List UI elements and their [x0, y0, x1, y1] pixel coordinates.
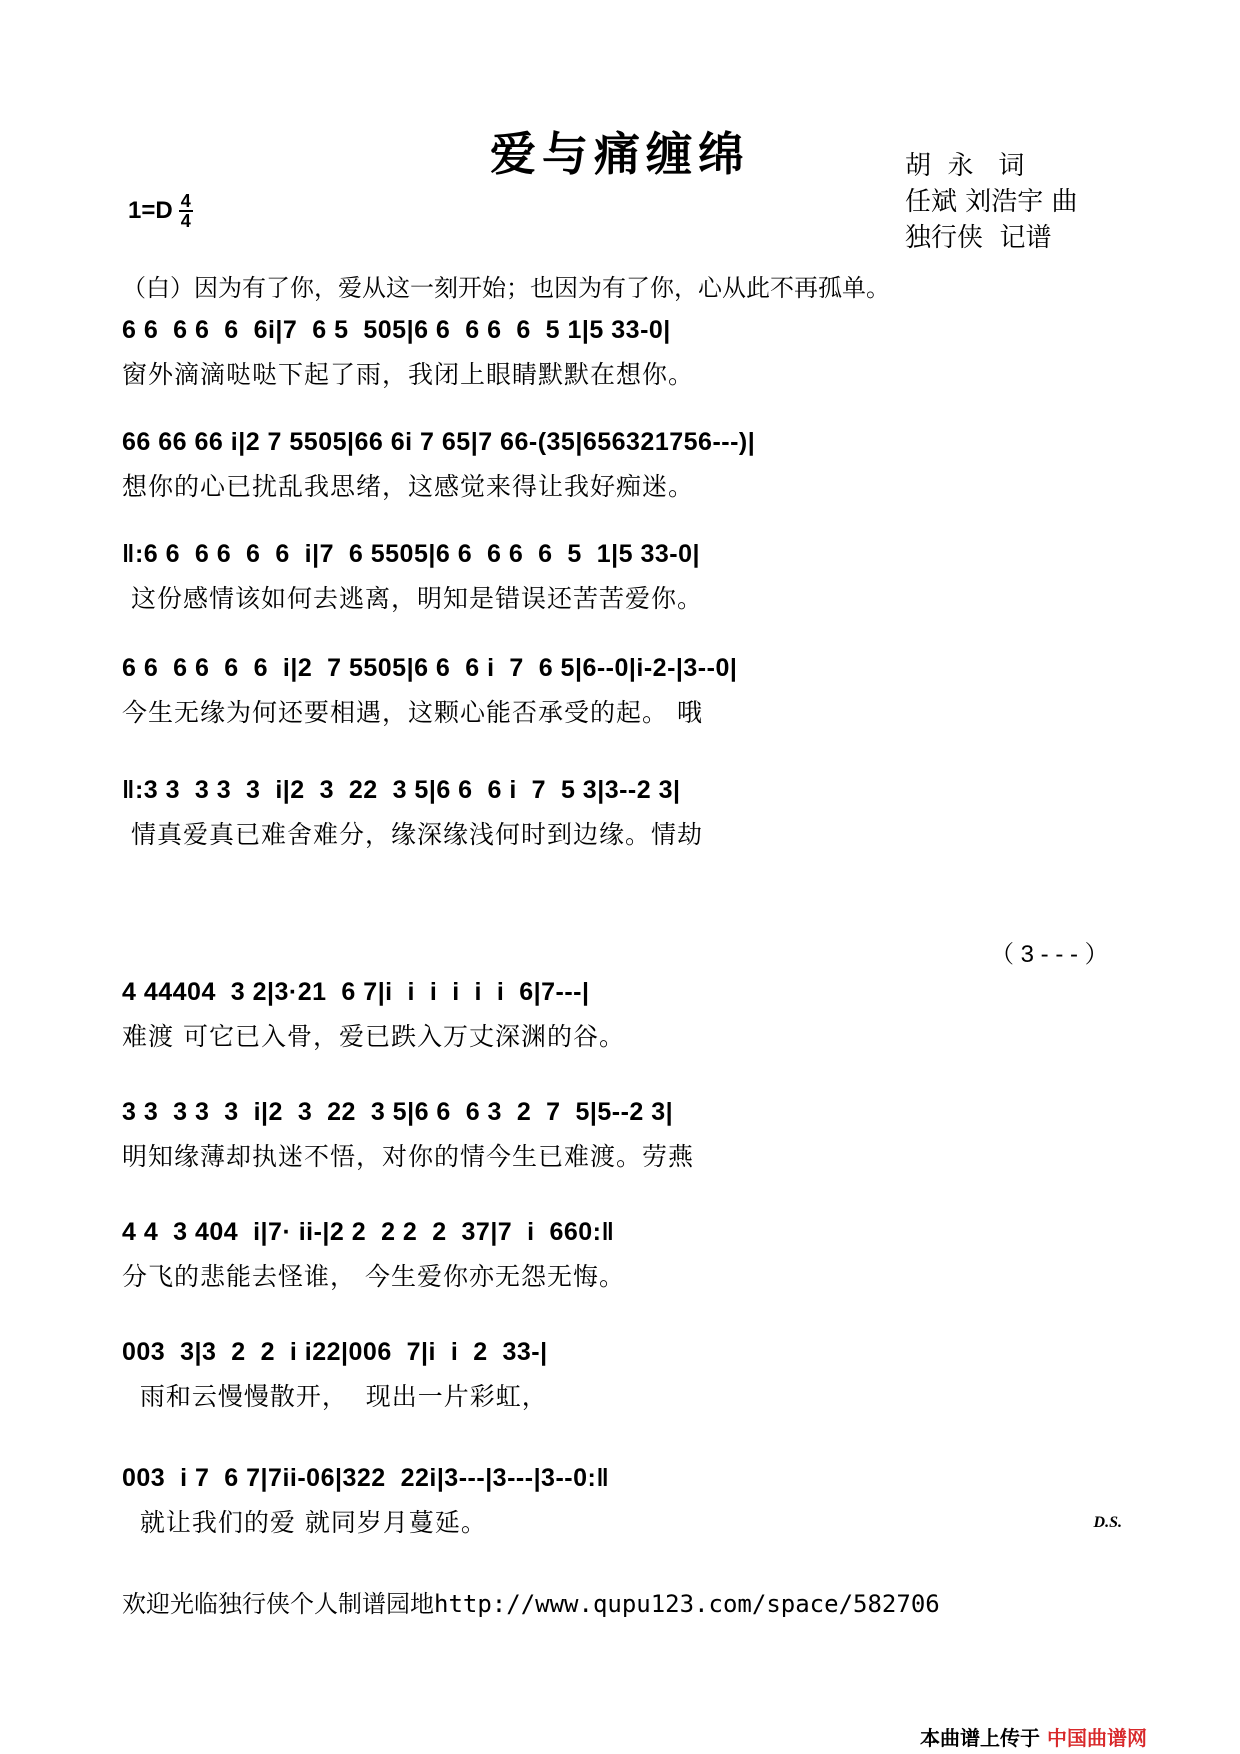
notation-line: 003 3|3 2 2 i i22|006 7|i i 2 33-| [122, 1338, 548, 1366]
score-system-7 [122, 1098, 1122, 1173]
notation-line: ‖:3 3 3 3 3 i|2 3 22 3 5|6 6 6 i 7 5 3|3--2 3| [122, 776, 681, 804]
song-title: 爱与痛缠绵 [490, 127, 750, 181]
time-signature [179, 192, 193, 230]
key-label: 1=D [128, 197, 173, 224]
credit-transcriber: 独行侠 记谱 [905, 223, 1052, 253]
lyrics-line: 这份感情该如何去逃离，明知是错误还苦苦爱你。 [122, 584, 703, 613]
lyrics-line: 想你的心已扰乱我思绪，这感觉来得让我好痴迷。 [122, 472, 695, 501]
notation-line: ‖:6 6 6 6 6 6 i|7 6 5505|6 6 6 6 6 5 1|5 33-0| [122, 540, 701, 568]
score-system-9 [122, 1338, 1122, 1413]
lyrics-line: 明知缘薄却执迷不悟，对你的情今生已难渡。劳燕 [122, 1142, 695, 1171]
dal-segno-mark: D.S. [1093, 1514, 1122, 1531]
lyrics-line: 情真爱真已难舍难分，缘深缘浅何时到边缘。情劫 [122, 820, 703, 849]
notation-line: 3 3 3 3 3 i|2 3 22 3 5|6 6 6 3 2 7 5|5--2 3| [122, 1098, 674, 1126]
lyrics-line: 分飞的悲能去怪谁， 今生爱你亦无怨无悔。 [122, 1262, 625, 1291]
notation-line: 66 66 66 i|2 7 5505|66 6i 7 65|7 66-(35|656321756---)| [122, 428, 756, 456]
site-logo: 中国曲谱网 [1046, 1726, 1147, 1750]
score-system-8 [122, 1218, 1122, 1293]
spoken-intro: （白）因为有了你，爱从这一刻开始；也因为有了你，心从此不再孤单。 [122, 274, 890, 302]
credit-lyricist: 胡 永 词 [905, 151, 1025, 181]
credits [905, 148, 1078, 256]
score-system-4 [122, 654, 1122, 729]
notation-line: 6 6 6 6 6 6i|7 6 5 505|6 6 6 6 6 5 1|5 33-0| [122, 316, 671, 344]
lyrics-line: 雨和云慢慢散开， 现出一片彩虹， [122, 1382, 548, 1411]
watermark [920, 1722, 1147, 1751]
key-signature [128, 192, 193, 230]
notation-line: 4 4 3 404 i|7· ii-|2 2 2 2 2 37|7 i 660:‖ [122, 1218, 615, 1246]
score-system-10 [122, 1464, 1122, 1539]
footer-link-text: 欢迎光临独行侠个人制谱园地http://www.qupu123.com/space/582706 [122, 1590, 940, 1618]
score-system-6 [122, 978, 1122, 1053]
notation-line: 6 6 6 6 6 6 i|2 7 5505|6 6 6 i 7 6 5|6--0|i-2-|3--0| [122, 654, 738, 682]
lyrics-line: 今生无缘为何还要相遇，这颗心能否承受的起。 哦 [122, 698, 703, 727]
notation-line: 003 i 7 6 7|7ii-06|322 22i|3---|3---|3--0:‖ [122, 1464, 610, 1492]
score-system-1 [122, 316, 1122, 391]
score-system-5 [122, 776, 1122, 851]
score-system-3 [122, 540, 1122, 615]
parenthetical-note: （ 3 - - - ） [990, 941, 1109, 968]
credit-composer: 任斌 刘浩宇 曲 [905, 187, 1078, 217]
watermark-text: 本曲谱上传于 [920, 1726, 1040, 1750]
notation-line: 4 44404 3 2|3·21 6 7|i i i i i i 6|7---| [122, 978, 590, 1006]
score-system-2 [122, 428, 1122, 503]
lyrics-line: 难渡 可它已入骨，爱已跌入万丈深渊的谷。 [122, 1022, 625, 1051]
lyrics-line: 窗外滴滴哒哒下起了雨，我闭上眼睛默默在想你。 [122, 360, 695, 389]
time-signature-bottom: 4 [180, 211, 191, 231]
lyrics-line: 就让我们的爱 就同岁月蔓延。 [122, 1508, 487, 1537]
time-signature-top: 4 [180, 191, 191, 211]
